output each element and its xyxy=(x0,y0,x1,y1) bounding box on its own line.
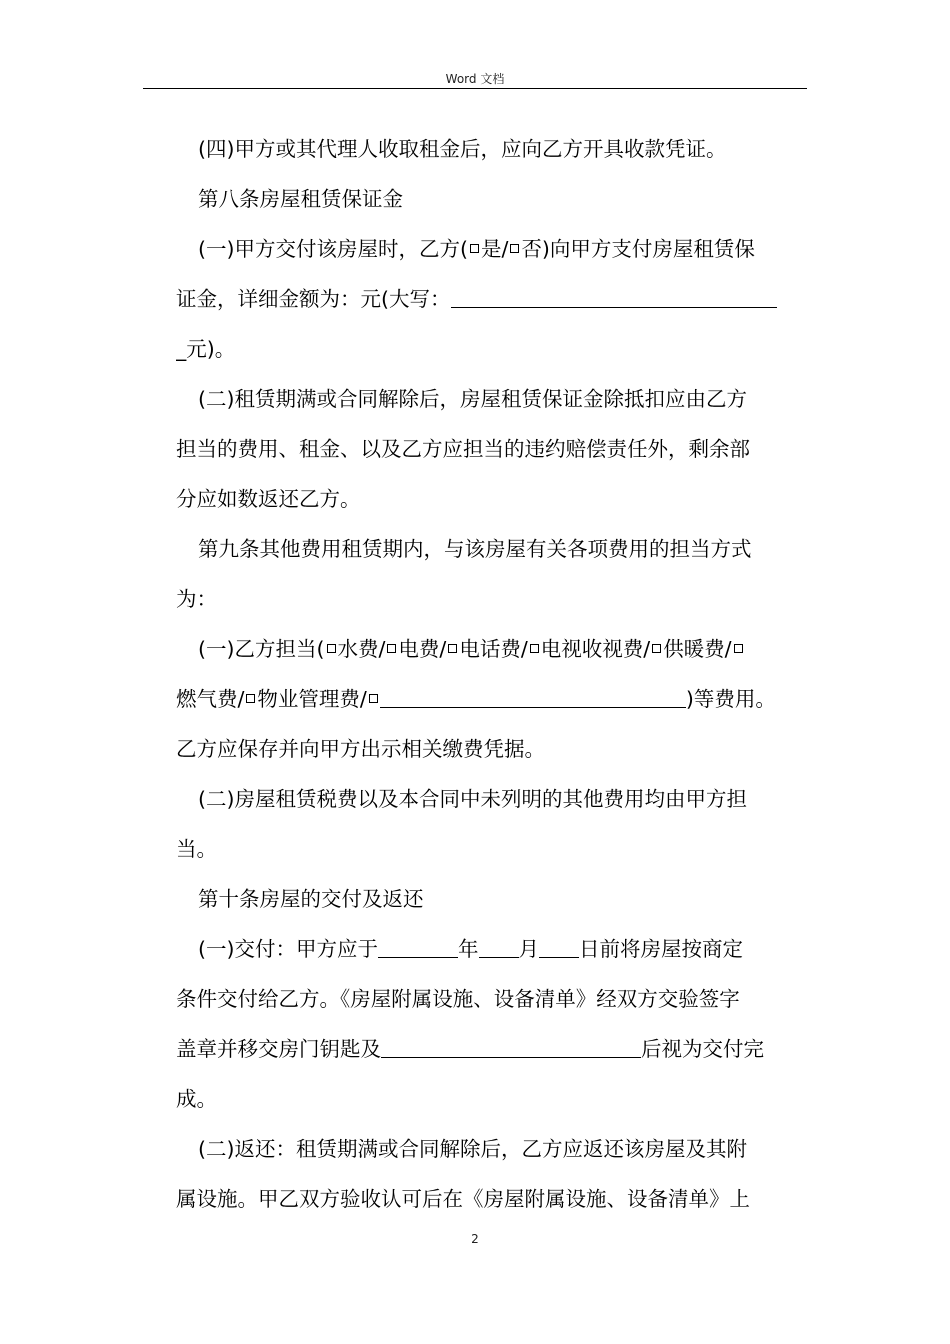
text-segment: 物业管理费/ xyxy=(257,687,367,711)
fill-in-blank xyxy=(381,1057,641,1058)
text-segment: 后视为交付完 xyxy=(641,1037,764,1061)
text-segment: 条件交付给乙方。《房屋附属设施、设备清单》经双方交验签字 xyxy=(176,987,740,1011)
text-line xyxy=(176,1124,806,1174)
text-segment: 为： xyxy=(176,587,217,611)
text-line xyxy=(176,1174,806,1224)
text-line xyxy=(176,774,806,824)
fill-in-blank xyxy=(479,957,519,958)
checkbox-icon xyxy=(387,644,396,653)
text-segment: 乙方应保存并向甲方出示相关缴费凭据。 xyxy=(176,737,545,761)
text-line xyxy=(176,374,806,424)
text-line xyxy=(176,1024,806,1074)
page-number: 2 xyxy=(471,1232,479,1246)
text-segment: 燃气费/ xyxy=(176,687,245,711)
text-line xyxy=(176,274,806,324)
checkbox-icon xyxy=(652,644,661,653)
text-line xyxy=(176,474,806,524)
text-segment: (二)返还：租赁期满或合同解除后，乙方应返还该房屋及其附 xyxy=(198,1137,747,1161)
fill-in-blank xyxy=(378,957,458,958)
text-line xyxy=(176,424,806,474)
text-segment: 盖章并移交房门钥匙及 xyxy=(176,1037,381,1061)
text-segment: 水费/ xyxy=(337,637,386,661)
text-segment: (一)交付：甲方应于 xyxy=(198,937,378,961)
checkbox-icon xyxy=(448,644,457,653)
text-segment: 担当的费用、租金、以及乙方应担当的违约赔偿责任外，剩余部 xyxy=(176,437,750,461)
text-segment: (二)房屋租赁税费以及本合同中未列明的其他费用均由甲方担 xyxy=(198,787,747,811)
text-line xyxy=(176,674,806,724)
text-segment: (二)租赁期满或合同解除后，房屋租赁保证金除抵扣应由乙方 xyxy=(198,387,747,411)
text-line xyxy=(176,1074,806,1124)
text-segment: (四)甲方或其代理人收取租金后，应向乙方开具收款凭证。 xyxy=(198,137,727,161)
text-segment: 月 xyxy=(518,937,539,961)
checkbox-icon xyxy=(246,694,255,703)
document-body xyxy=(176,124,806,1224)
fill-in-blank xyxy=(451,307,777,308)
checkbox-icon xyxy=(327,644,336,653)
text-segment: 日前将房屋按商定 xyxy=(579,937,743,961)
section-heading xyxy=(176,524,806,574)
text-segment: (一)甲方交付该房屋时，乙方( xyxy=(198,237,468,261)
text-line xyxy=(176,624,806,674)
page-header-title: Word 文档 xyxy=(445,72,505,86)
checkbox-icon xyxy=(510,244,519,253)
checkbox-icon xyxy=(470,244,479,253)
text-segment: 第九条其他费用租赁期内，与该房屋有关各项费用的担当方式 xyxy=(198,537,752,561)
text-segment: )等费用。 xyxy=(685,687,776,711)
text-segment: 当。 xyxy=(176,837,217,861)
text-segment: 属设施。甲乙双方验收认可后在《房屋附属设施、设备清单》上 xyxy=(176,1187,750,1211)
text-segment: 电费/ xyxy=(398,637,447,661)
section-heading xyxy=(176,174,806,224)
checkbox-icon xyxy=(734,644,743,653)
text-segment: 年 xyxy=(458,937,479,961)
text-line xyxy=(176,724,806,774)
text-segment: 是/ xyxy=(481,237,509,261)
text-line xyxy=(176,324,806,374)
text-line xyxy=(176,974,806,1024)
text-segment: (一)乙方担当( xyxy=(198,637,325,661)
checkbox-icon xyxy=(369,694,378,703)
text-segment: 电话费/ xyxy=(459,637,528,661)
section-heading xyxy=(176,874,806,924)
fill-in-blank xyxy=(380,707,686,708)
text-line xyxy=(176,124,806,174)
text-segment: 电视收视费/ xyxy=(540,637,651,661)
text-line xyxy=(176,224,806,274)
text-segment: 第十条房屋的交付及返还 xyxy=(198,887,424,911)
fill-in-blank xyxy=(539,957,579,958)
text-segment: 成。 xyxy=(176,1087,217,1111)
text-line xyxy=(176,824,806,874)
header-divider xyxy=(143,88,807,89)
text-line xyxy=(176,574,806,624)
text-segment: 供暖费/ xyxy=(663,637,732,661)
text-line xyxy=(176,924,806,974)
text-segment: _元)。 xyxy=(176,337,236,361)
checkbox-icon xyxy=(530,644,539,653)
text-segment: 第八条房屋租赁保证金 xyxy=(198,187,403,211)
text-segment: 分应如数返还乙方。 xyxy=(176,487,361,511)
text-segment: 否)向甲方支付房屋租赁保 xyxy=(521,237,755,261)
text-segment: 证金，详细金额为：元(大写： xyxy=(176,287,451,311)
